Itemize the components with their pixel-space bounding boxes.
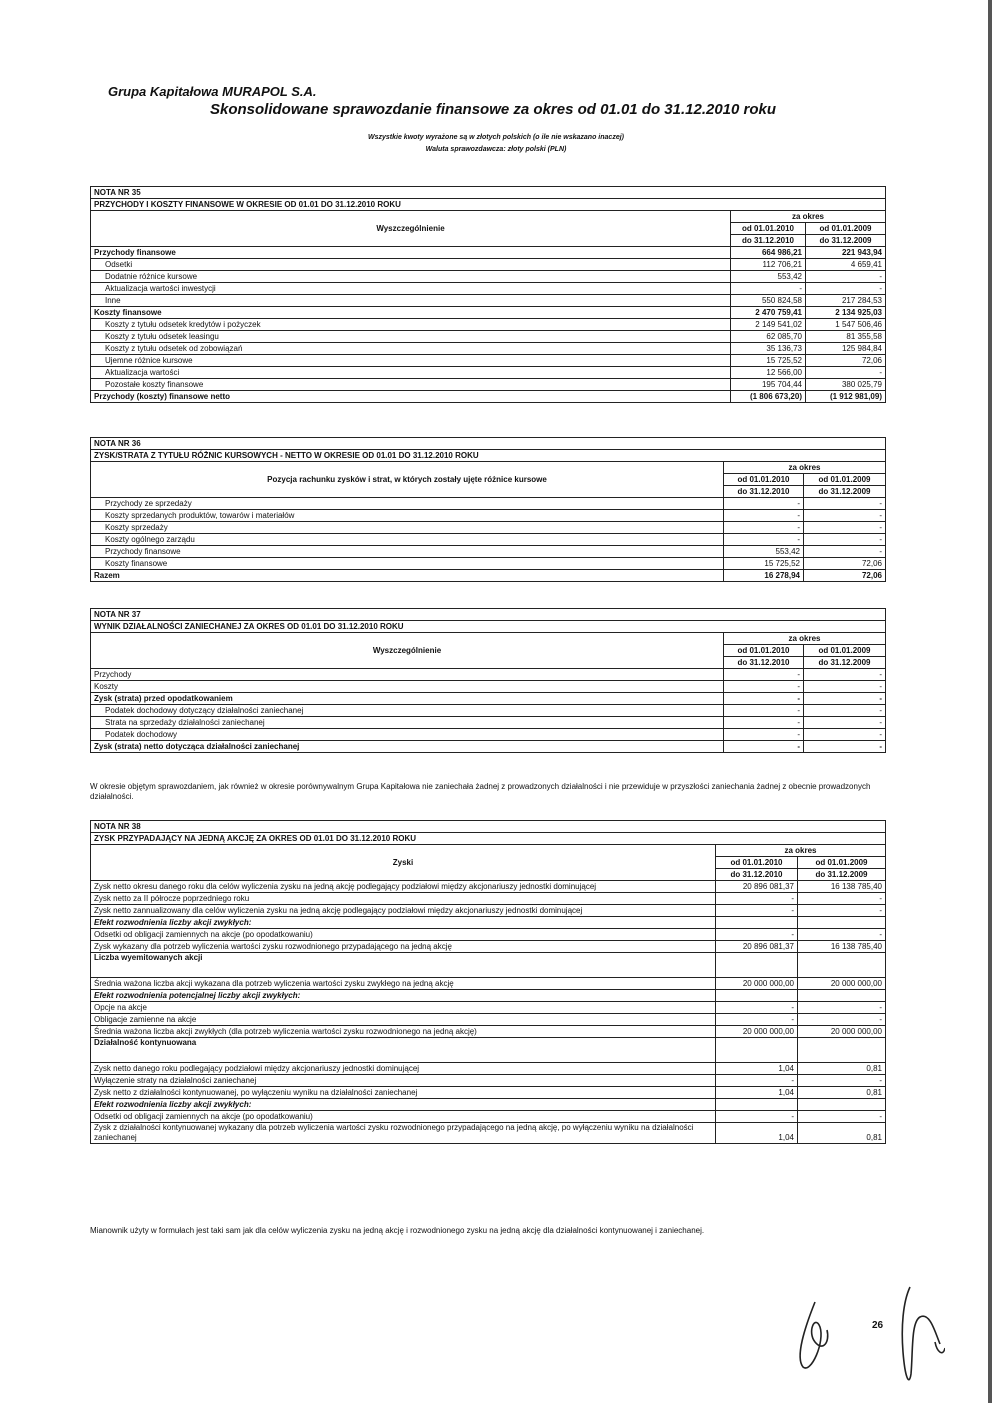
value-2010: - [716, 893, 798, 905]
value-2009: - [804, 705, 886, 717]
value-2010: 550 824,58 [731, 295, 806, 307]
table-row [91, 929, 886, 941]
row-label: Przychody ze sprzedaży [91, 498, 724, 510]
value-2009: - [804, 717, 886, 729]
value-2010: 15 725,52 [724, 558, 804, 570]
row-label: Zysk wykazany dla potrzeb wyliczenia wartości zysku rozwodnionego przypadającego na jedną akcję [91, 941, 716, 953]
table-row [91, 905, 886, 917]
period-2010-to: do 31.12.2010 [724, 486, 804, 498]
company-name: Grupa Kapitałowa MURAPOL S.A. [108, 84, 317, 99]
period-2009-from: od 01.01.2009 [804, 645, 886, 657]
row-label: Zysk netto okresu danego roku dla celów wyliczenia zysku na jedną akcję podlegający podziałowi między akcjonariuszy jednostki dominującej [91, 881, 716, 893]
row-label: Zysk netto z działalności kontynuowanej, po wyłączeniu wyniku na działalności zaniechanej [91, 1087, 716, 1099]
note-37 [90, 608, 885, 753]
value-2010: - [724, 498, 804, 510]
value-2009: 16 138 785,40 [798, 941, 886, 953]
row-label: Zysk (strata) przed opodatkowaniem [91, 693, 724, 705]
period-label: za okres [724, 633, 886, 645]
row-label: Podatek dochodowy dotyczący działalności zaniechanej [91, 705, 724, 717]
value-2010 [716, 990, 798, 1002]
note-35-number: NOTA NR 35 [91, 187, 886, 199]
table-row [91, 558, 886, 570]
period-2010-to: do 31.12.2010 [724, 657, 804, 669]
value-2009: - [804, 546, 886, 558]
table-row [91, 1075, 886, 1087]
value-2010: 35 136,73 [731, 343, 806, 355]
value-2010: 20 000 000,00 [716, 978, 798, 990]
note-37-number: NOTA NR 37 [91, 609, 886, 621]
currency-note: Wszystkie kwoty wyrażone są w złotych polskich (o ile nie wskazano inaczej) [368, 134, 624, 141]
value-2010 [716, 917, 798, 929]
value-2009: 125 984,84 [806, 343, 886, 355]
value-2009: 72,06 [806, 355, 886, 367]
value-2010: 1,04 [716, 1063, 798, 1075]
table-row [91, 1087, 886, 1099]
value-2009: (1 912 981,09) [806, 391, 886, 403]
value-2009: - [798, 1111, 886, 1123]
table-row [91, 1123, 886, 1144]
table-row [91, 343, 886, 355]
table-row [91, 1014, 886, 1026]
table-row [91, 295, 886, 307]
note-38-table [90, 820, 886, 1144]
table-row [91, 729, 886, 741]
signature-2 [902, 1287, 945, 1380]
table-row [91, 693, 886, 705]
value-2009: 380 025,79 [806, 379, 886, 391]
table-row [91, 741, 886, 753]
row-label: Koszty sprzedanych produktów, towarów i materiałów [91, 510, 724, 522]
row-label: Zysk (strata) netto dotycząca działalności zaniechanej [91, 741, 724, 753]
table-row [91, 978, 886, 990]
row-label: Aktualizacja wartości inwestycji [91, 283, 731, 295]
value-2010: - [716, 1111, 798, 1123]
row-label: Koszty finansowe [91, 558, 724, 570]
row-label: Wyłączenie straty na działalności zaniechanej [91, 1075, 716, 1087]
period-2009-from: od 01.01.2009 [806, 223, 886, 235]
table-row [91, 331, 886, 343]
row-label: Koszty [91, 681, 724, 693]
value-2009: - [804, 534, 886, 546]
row-label: Średnia ważona liczba akcji wykazana dla potrzeb wyliczenia wartości zysku zwykłego na jedną akcję [91, 978, 716, 990]
value-2010: - [724, 705, 804, 717]
value-2009: 2 134 925,03 [806, 307, 886, 319]
note-38-paragraph: Mianownik użyty w formułach jest taki sam jak dla celów wyliczenia zysku na jedną akcję i rozwodnionego zysku na jedną akcję dla działalności kontynuowanej i zaniechanej. [90, 1226, 705, 1235]
table-row [91, 881, 886, 893]
row-label: Opcje na akcje [91, 1002, 716, 1014]
note-38-rows [91, 881, 886, 1144]
value-2009: - [798, 929, 886, 941]
value-2010: - [716, 1075, 798, 1087]
table-row [91, 498, 886, 510]
value-2009: - [804, 669, 886, 681]
table-row [91, 522, 886, 534]
table-row [91, 917, 886, 929]
value-2010: - [724, 729, 804, 741]
value-2009 [798, 1038, 886, 1063]
table-row [91, 1038, 886, 1063]
note-37-paragraph: W okresie objętym sprawozdaniem, jak również w okresie porównywalnym Grupa Kapitałowa nie zaniechała żadnej z prowadzonych działalności i nie przewiduje w przyszłości zaniechania żadnej z obecnie prowadzonych działalności. [90, 782, 871, 801]
table-row [91, 546, 886, 558]
table-row [91, 1111, 886, 1123]
period-2010-to: do 31.12.2010 [731, 235, 806, 247]
row-label: Strata na sprzedaży działalności zaniechanej [91, 717, 724, 729]
note-37-title: WYNIK DZIAŁALNOŚCI ZANIECHANEJ ZA OKRES OD 01.01 DO 31.12.2010 ROKU [91, 621, 886, 633]
value-2010: 12 566,00 [731, 367, 806, 379]
handwritten-signatures [785, 1282, 945, 1392]
value-2009: - [804, 498, 886, 510]
row-label: Zysk netto za II półrocze poprzedniego roku [91, 893, 716, 905]
table-row [91, 307, 886, 319]
value-2009: 0,81 [798, 1087, 886, 1099]
value-2009: - [804, 693, 886, 705]
value-2010 [716, 953, 798, 978]
value-2010: 15 725,52 [731, 355, 806, 367]
value-2009: 0,81 [798, 1123, 886, 1144]
table-row [91, 1063, 886, 1075]
note-35-rows [91, 247, 886, 403]
period-2010-from: od 01.01.2010 [724, 474, 804, 486]
row-label: Zysk netto danego roku podlegający podziałowi między akcjonariuszy jednostki dominującej [91, 1063, 716, 1075]
row-label: Działalność kontynuowana [91, 1038, 716, 1063]
signature-1 [800, 1302, 828, 1368]
value-2009: 72,06 [804, 558, 886, 570]
value-2009: 20 000 000,00 [798, 978, 886, 990]
value-2010: 2 470 759,41 [731, 307, 806, 319]
value-2009 [798, 953, 886, 978]
scan-edge [988, 0, 992, 1403]
value-2010: - [724, 741, 804, 753]
note-36-table [90, 437, 886, 582]
row-label: Przychody [91, 669, 724, 681]
value-2010: 20 896 081,37 [716, 881, 798, 893]
table-row [91, 319, 886, 331]
value-2010 [716, 1099, 798, 1111]
row-label: Efekt rozwodnienia liczby akcji zwykłych: [91, 1099, 716, 1111]
value-2009: 221 943,94 [806, 247, 886, 259]
value-2009: 217 284,53 [806, 295, 886, 307]
note-38 [90, 820, 885, 1144]
value-2010: - [724, 522, 804, 534]
row-label: Koszty finansowe [91, 307, 731, 319]
row-label: Koszty z tytułu odsetek kredytów i pożyczek [91, 319, 731, 331]
row-label: Przychody finansowe [91, 247, 731, 259]
value-2009: 20 000 000,00 [798, 1026, 886, 1038]
value-2010: - [724, 669, 804, 681]
value-2009 [798, 1099, 886, 1111]
period-2010-to: do 31.12.2010 [716, 869, 798, 881]
table-row [91, 681, 886, 693]
period-2009-to: do 31.12.2009 [806, 235, 886, 247]
note-36-title: ZYSK/STRATA Z TYTUŁU RÓŻNIC KURSOWYCH - NETTO W OKRESIE OD 01.01 DO 31.12.2010 ROKU [91, 450, 886, 462]
table-row [91, 367, 886, 379]
value-2009: 81 355,58 [806, 331, 886, 343]
value-2010: - [716, 905, 798, 917]
note-36-number: NOTA NR 36 [91, 438, 886, 450]
value-2009: 0,81 [798, 1063, 886, 1075]
value-2009: - [804, 741, 886, 753]
value-2010: - [716, 929, 798, 941]
value-2009: - [806, 283, 886, 295]
period-2010-from: od 01.01.2010 [724, 645, 804, 657]
value-2010: 553,42 [731, 271, 806, 283]
value-2010: 1,04 [716, 1123, 798, 1144]
value-2009 [798, 917, 886, 929]
note-36 [90, 437, 885, 582]
value-2010: - [716, 1014, 798, 1026]
row-label: Obligacje zamienne na akcje [91, 1014, 716, 1026]
value-2009: 4 659,41 [806, 259, 886, 271]
note-38-number: NOTA NR 38 [91, 821, 886, 833]
note-35 [90, 186, 885, 403]
row-label: Liczba wyemitowanych akcji [91, 953, 716, 978]
value-2010: 195 704,44 [731, 379, 806, 391]
row-label: Średnia ważona liczba akcji zwykłych (dla potrzeb wyliczenia wartości zysku rozwodnionego na jedną akcję) [91, 1026, 716, 1038]
table-row [91, 941, 886, 953]
table-row [91, 1002, 886, 1014]
period-2010-from: od 01.01.2010 [716, 857, 798, 869]
period-2009-to: do 31.12.2009 [798, 869, 886, 881]
row-label: Odsetki od obligacji zamiennych na akcje (po opodatkowaniu) [91, 929, 716, 941]
note-38-title: ZYSK PRZYPADAJĄCY NA JEDNĄ AKCJĘ ZA OKRES OD 01.01 DO 31.12.2010 ROKU [91, 833, 886, 845]
value-2010: - [724, 534, 804, 546]
table-row [91, 893, 886, 905]
table-row [91, 283, 886, 295]
period-2009-from: od 01.01.2009 [804, 474, 886, 486]
value-2009: - [806, 367, 886, 379]
table-row [91, 391, 886, 403]
value-2009: - [804, 729, 886, 741]
row-label: Podatek dochodowy [91, 729, 724, 741]
table-row [91, 1026, 886, 1038]
row-label: Koszty z tytułu odsetek leasingu [91, 331, 731, 343]
value-2010: - [724, 717, 804, 729]
value-2009: - [798, 893, 886, 905]
table-row [91, 510, 886, 522]
table-row [91, 247, 886, 259]
row-label: Odsetki [91, 259, 731, 271]
table-row [91, 717, 886, 729]
note-36-head: Pozycja rachunku zysków i strat, w których zostały ujęte różnice kursowe [91, 462, 724, 498]
value-2009: - [804, 681, 886, 693]
value-2010: - [716, 1002, 798, 1014]
table-row [91, 379, 886, 391]
value-2009: - [804, 510, 886, 522]
value-2009: 1 547 506,46 [806, 319, 886, 331]
value-2009: - [798, 1075, 886, 1087]
value-2010: 16 278,94 [724, 570, 804, 582]
value-2010: - [724, 681, 804, 693]
note-37-rows [91, 669, 886, 753]
value-2010: (1 806 673,20) [731, 391, 806, 403]
reporting-currency: Waluta sprawozdawcza: złoty polski (PLN) [425, 146, 567, 153]
row-label: Koszty z tytułu odsetek od zobowiązań [91, 343, 731, 355]
table-row [91, 705, 886, 717]
value-2010: 62 085,70 [731, 331, 806, 343]
note-35-table [90, 186, 886, 403]
value-2010: 20 896 081,37 [716, 941, 798, 953]
value-2009 [798, 990, 886, 1002]
table-row [91, 534, 886, 546]
note-35-head: Wyszczególnienie [91, 211, 731, 247]
page-number: 26 [872, 1320, 884, 1331]
note-37-table [90, 608, 886, 753]
value-2010: 664 986,21 [731, 247, 806, 259]
value-2010: 20 000 000,00 [716, 1026, 798, 1038]
value-2009: 16 138 785,40 [798, 881, 886, 893]
table-row [91, 355, 886, 367]
row-label: Zysk netto zannualizowany dla celów wyliczenia zysku na jedną akcję podlegający podziałowi między akcjonariuszy jednostki dominującej [91, 905, 716, 917]
row-label: Przychody finansowe [91, 546, 724, 558]
table-row [91, 259, 886, 271]
row-label: Efekt rozwodnienia liczby akcji zwykłych: [91, 917, 716, 929]
table-row [91, 271, 886, 283]
table-row [91, 669, 886, 681]
period-2009-to: do 31.12.2009 [804, 657, 886, 669]
row-label: Ujemne różnice kursowe [91, 355, 731, 367]
value-2010: 112 706,21 [731, 259, 806, 271]
row-label: Odsetki od obligacji zamiennych na akcje (po opodatkowaniu) [91, 1111, 716, 1123]
table-row [91, 1099, 886, 1111]
value-2009: 72,06 [804, 570, 886, 582]
value-2009: - [806, 271, 886, 283]
value-2010: - [731, 283, 806, 295]
note-36-rows [91, 498, 886, 582]
row-label: Razem [91, 570, 724, 582]
value-2009: - [798, 905, 886, 917]
report-title: Skonsolidowane sprawozdanie finansowe za okres od 01.01 do 31.12.2010 roku [210, 101, 777, 118]
period-2009-to: do 31.12.2009 [804, 486, 886, 498]
period-label: za okres [716, 845, 886, 857]
note-37-head: Wyszczególnienie [91, 633, 724, 669]
row-label: Efekt rozwodnienia potencjalnej liczby akcji zwykłych: [91, 990, 716, 1002]
value-2010: 553,42 [724, 546, 804, 558]
period-2010-from: od 01.01.2010 [731, 223, 806, 235]
row-label: Zysk z działalności kontynuowanej wykazany dla potrzeb wyliczenia wartości zysku rozwodnionego przypadającego na jedną akcję, po wyłączeniu wyniku na działalności zaniechanej [91, 1123, 716, 1144]
row-label: Inne [91, 295, 731, 307]
value-2010: - [724, 510, 804, 522]
note-38-head: Zyski [91, 845, 716, 881]
value-2010 [716, 1038, 798, 1063]
row-label: Pozostałe koszty finansowe [91, 379, 731, 391]
table-row [91, 953, 886, 978]
period-label: za okres [724, 462, 886, 474]
value-2010: 1,04 [716, 1087, 798, 1099]
period-label: za okres [731, 211, 886, 223]
row-label: Koszty ogólnego zarządu [91, 534, 724, 546]
table-row [91, 570, 886, 582]
row-label: Aktualizacja wartości [91, 367, 731, 379]
value-2009: - [798, 1002, 886, 1014]
note-35-title: PRZYCHODY I KOSZTY FINANSOWE W OKRESIE OD 01.01 DO 31.12.2010 ROKU [91, 199, 886, 211]
value-2010: - [724, 693, 804, 705]
table-row [91, 990, 886, 1002]
value-2010: 2 149 541,02 [731, 319, 806, 331]
row-label: Koszty sprzedaży [91, 522, 724, 534]
value-2009: - [804, 522, 886, 534]
value-2009: - [798, 1014, 886, 1026]
period-2009-from: od 01.01.2009 [798, 857, 886, 869]
row-label: Przychody (koszty) finansowe netto [91, 391, 731, 403]
row-label: Dodatnie różnice kursowe [91, 271, 731, 283]
